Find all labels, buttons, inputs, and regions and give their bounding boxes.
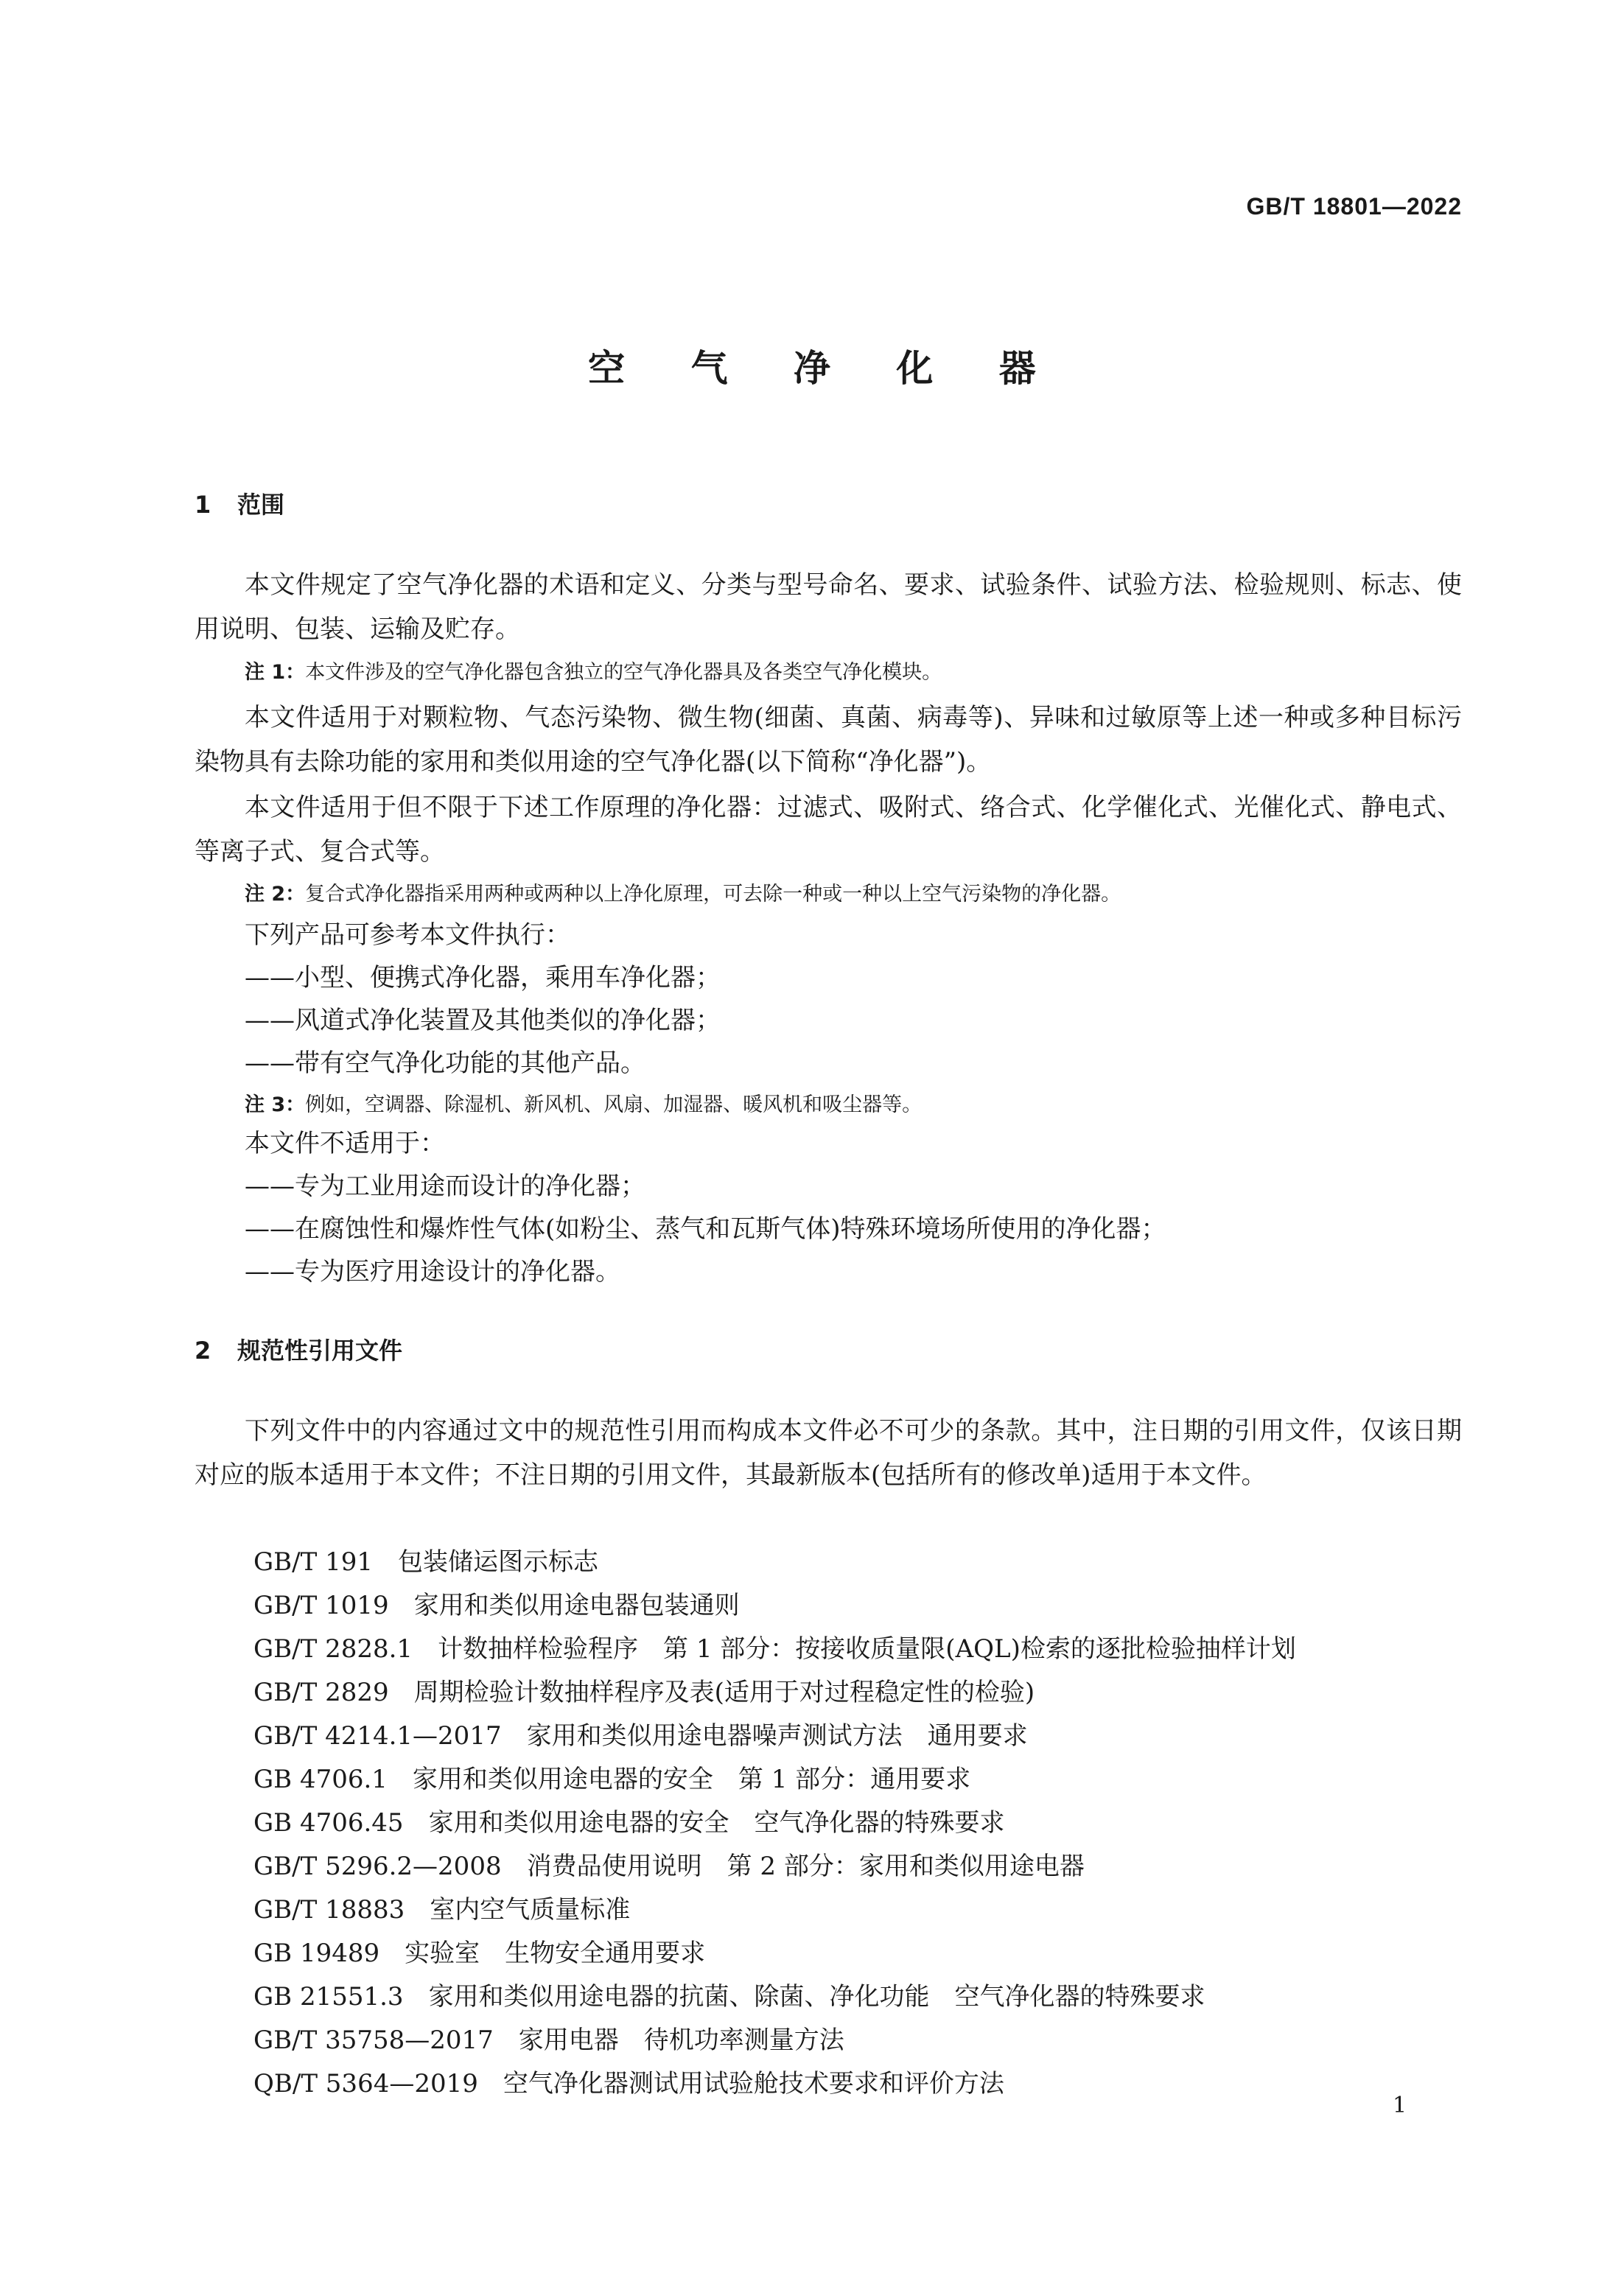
list-item: ——在腐蚀性和爆炸性气体(如粉尘、蒸气和瓦斯气体)特殊环境场所使用的净化器； bbox=[245, 1214, 1166, 1244]
reference-entry bbox=[253, 1546, 598, 1578]
scope-paragraph-3: 本文件适用于但不限于下述工作原理的净化器：过滤式、吸附式、络合式、化学催化式、光催化式、静电式、等离子式、复合式等。 bbox=[195, 793, 1462, 867]
note-2 bbox=[245, 880, 1460, 909]
scope-paragraph-1: 本文件规定了空气净化器的术语和定义、分类与型号命名、要求、试验条件、试验方法、检验规则、标志、使用说明、包装、运输及贮存。 bbox=[195, 570, 1462, 644]
reference-title: 实验室 生物安全通用要求 bbox=[405, 1939, 706, 1968]
note-text: 本文件涉及的空气净化器包含独立的空气净化器具及各类空气净化模块。 bbox=[305, 661, 942, 684]
list-item: ——专为医疗用途设计的净化器。 bbox=[245, 1257, 620, 1286]
reference-code: GB/T 18883 bbox=[253, 1895, 405, 1925]
reference-code: GB/T 1019 bbox=[253, 1591, 389, 1620]
reference-title: 计数抽样检验程序 第 1 部分：按接收质量限(AQL)检索的逐批检验抽样计划 bbox=[438, 1634, 1296, 1664]
reference-entry bbox=[253, 1720, 1028, 1752]
reference-code: GB 21551.3 bbox=[253, 1982, 404, 2012]
reference-title: 包装储运图示标志 bbox=[397, 1547, 598, 1577]
list-item: ——小型、便携式净化器，乘用车净化器； bbox=[245, 963, 721, 993]
reference-code: GB/T 35758—2017 bbox=[253, 2026, 494, 2055]
reference-entry bbox=[253, 1850, 1085, 1883]
note-1 bbox=[245, 658, 1460, 687]
standard-number: GB/T 18801—2022 bbox=[1246, 193, 1462, 220]
reference-entry bbox=[253, 2068, 1004, 2100]
note-label: 注 3： bbox=[245, 1093, 306, 1116]
reference-title: 空气净化器测试用试验舱技术要求和评价方法 bbox=[503, 2069, 1004, 2098]
reference-code: GB/T 191 bbox=[253, 1547, 373, 1577]
reference-code: GB/T 2829 bbox=[253, 1678, 389, 1707]
reference-entry bbox=[253, 1937, 705, 1970]
document-title: 空 气 净 化 器 bbox=[588, 347, 1063, 390]
reference-title: 室内空气质量标准 bbox=[430, 1895, 631, 1925]
reference-entry bbox=[253, 1981, 1205, 2013]
reference-entry bbox=[253, 1633, 1296, 1665]
reference-entry bbox=[253, 1676, 1035, 1709]
reference-title: 家用电器 待机功率测量方法 bbox=[518, 2026, 844, 2055]
reference-entry bbox=[253, 2024, 844, 2056]
list-item: ——专为工业用途而设计的净化器； bbox=[245, 1172, 645, 1201]
section-number: 2 bbox=[195, 1337, 211, 1365]
reference-code: GB/T 4214.1—2017 bbox=[253, 1721, 502, 1751]
reference-entry bbox=[253, 1807, 1005, 1839]
reference-title: 家用和类似用途电器的安全 第 1 部分：通用要求 bbox=[412, 1765, 971, 1794]
reference-code: GB 19489 bbox=[253, 1939, 380, 1968]
reference-code: GB 4706.1 bbox=[253, 1765, 388, 1794]
reference-entry bbox=[253, 1894, 630, 1926]
section-title: 规范性引用文件 bbox=[237, 1337, 403, 1365]
normative-references-intro: 下列文件中的内容通过文中的规范性引用而构成本文件必不可少的条款。其中，注日期的引用文件，仅该日期对应的版本适用于本文件；不注日期的引用文件，其最新版本(包括所有的修改单)适用于本文件。 bbox=[195, 1416, 1462, 1490]
reference-title: 家用和类似用途电器包装通则 bbox=[413, 1591, 740, 1620]
reference-code: GB 4706.45 bbox=[253, 1808, 404, 1838]
reference-code: GB/T 5296.2—2008 bbox=[253, 1852, 502, 1881]
reference-entry bbox=[253, 1763, 970, 1796]
page-number: 1 bbox=[1393, 2093, 1407, 2118]
list-item: ——带有空气净化功能的其他产品。 bbox=[245, 1049, 645, 1078]
reference-title: 家用和类似用途电器的抗菌、除菌、净化功能 空气净化器的特殊要求 bbox=[428, 1982, 1205, 2012]
reference-products-intro: 下列产品可参考本文件执行： bbox=[245, 920, 570, 950]
note-label: 注 2： bbox=[245, 883, 306, 906]
reference-code: QB/T 5364—2019 bbox=[253, 2069, 478, 2098]
reference-entry bbox=[253, 1589, 740, 1622]
list-item: ——风道式净化装置及其他类似的净化器； bbox=[245, 1006, 721, 1035]
section-1-heading bbox=[195, 486, 284, 520]
reference-title: 家用和类似用途电器噪声测试方法 通用要求 bbox=[526, 1721, 1028, 1751]
note-text: 复合式净化器指采用两种或两种以上净化原理，可去除一种或一种以上空气污染物的净化器。 bbox=[305, 883, 1121, 906]
exclusions-intro: 本文件不适用于： bbox=[245, 1129, 445, 1158]
section-title: 范围 bbox=[237, 491, 285, 519]
scope-paragraph-2: 本文件适用于对颗粒物、气态污染物、微生物(细菌、真菌、病毒等)、异味和过敏原等上述一种或多种目标污染物具有去除功能的家用和类似用途的空气净化器(以下简称“净化器”)。 bbox=[195, 703, 1462, 777]
reference-code: GB/T 2828.1 bbox=[253, 1634, 413, 1664]
reference-title: 家用和类似用途电器的安全 空气净化器的特殊要求 bbox=[428, 1808, 1005, 1838]
note-label: 注 1： bbox=[245, 661, 306, 684]
section-2-heading bbox=[195, 1332, 402, 1366]
section-number: 1 bbox=[195, 491, 211, 519]
note-text: 例如，空调器、除湿机、新风机、风扇、加湿器、暖风机和吸尘器等。 bbox=[305, 1093, 923, 1116]
reference-title: 周期检验计数抽样程序及表(适用于对过程稳定性的检验) bbox=[413, 1678, 1035, 1707]
reference-title: 消费品使用说明 第 2 部分：家用和类似用途电器 bbox=[526, 1852, 1085, 1881]
note-3 bbox=[245, 1091, 1460, 1120]
